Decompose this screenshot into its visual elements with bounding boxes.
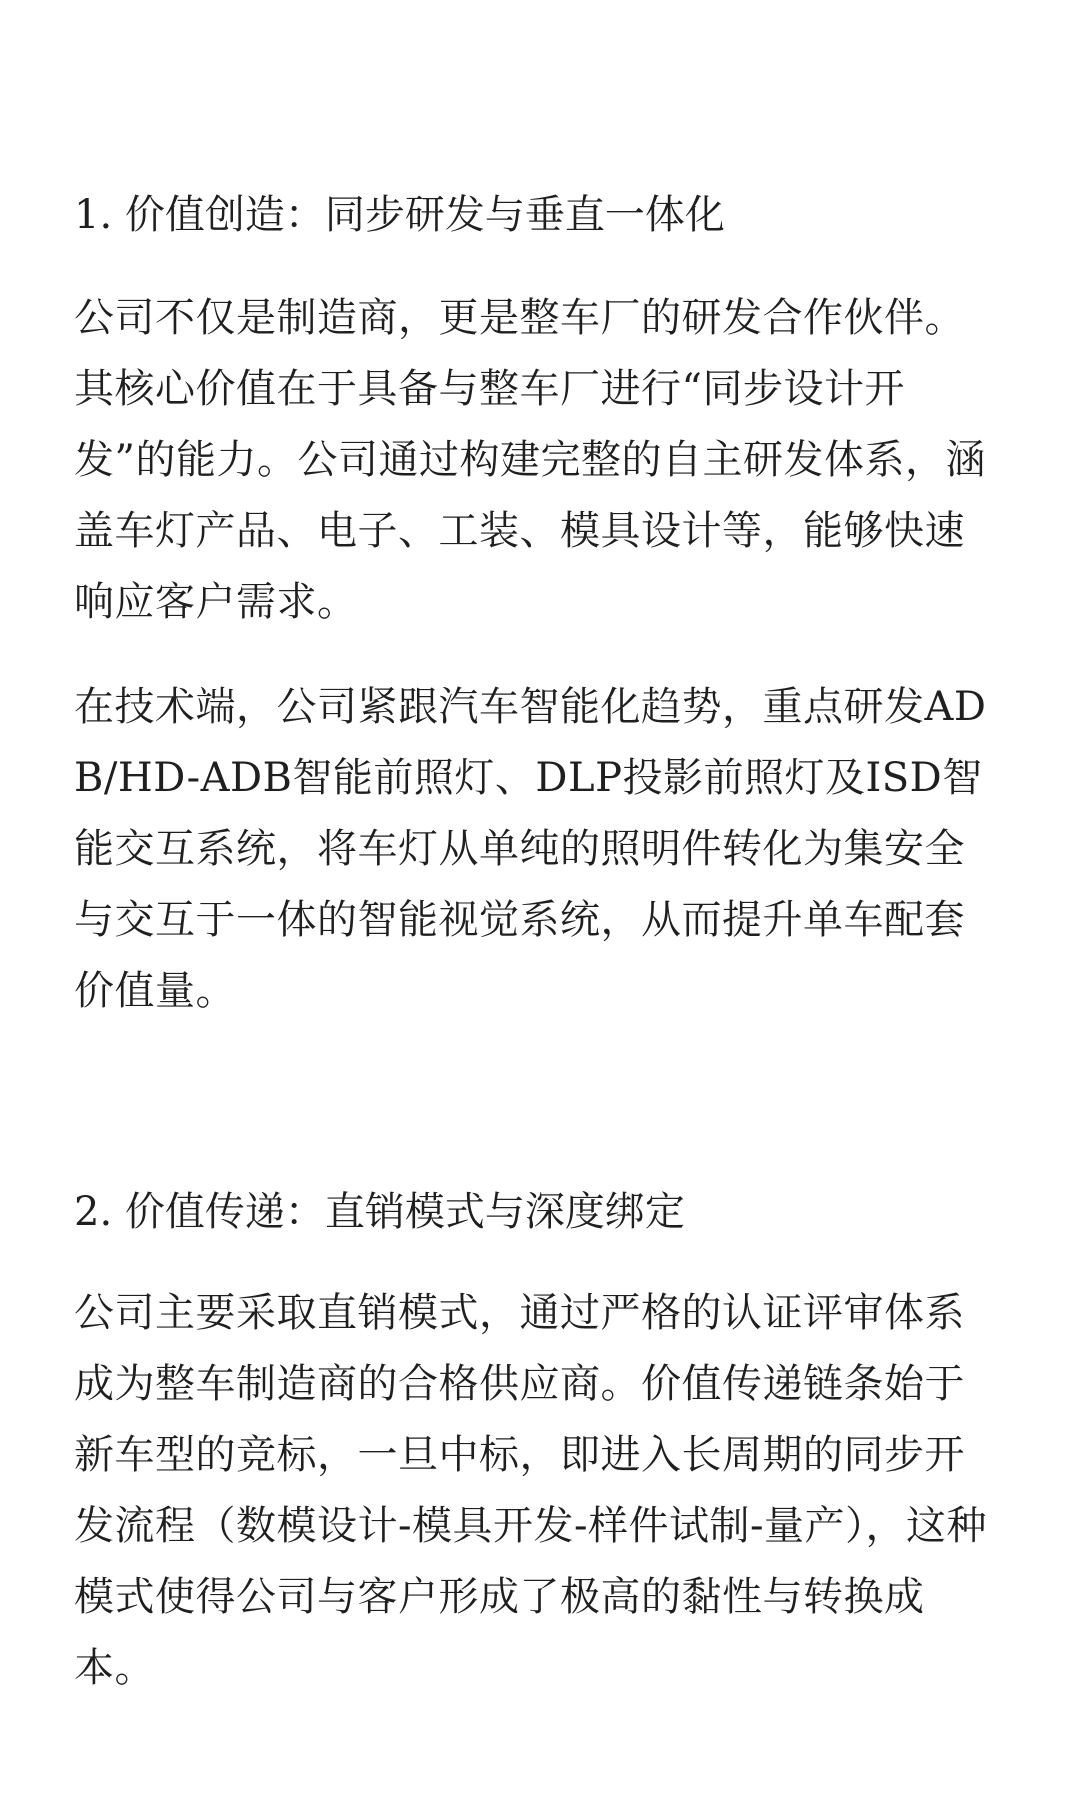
paragraph-technology: 在技术端，公司紧跟汽车智能化趋势，重点研发ADB/HD-ADB智能前照灯、DLP投影前照灯及ISD智能交互系统，将车灯从单纯的照明件转化为集安全与交互于一体的智能视觉系统，从而提升单车配套价值量。 — [74, 684, 987, 1014]
paragraph-rd-partner: 公司不仅是制造商，更是整车厂的研发合作伙伴。其核心价值在于具备与整车厂进行“同步设计开发”的能力。公司通过构建完整的自主研发体系，涵盖车灯产品、电子、工装、模具设计等，能够快速响应客户需求。 — [74, 295, 986, 625]
section-heading-value-creation: 1. 价值创造：同步研发与垂直一体化 — [74, 192, 725, 238]
section-heading-value-delivery: 2. 价值传递：直销模式与深度绑定 — [74, 1189, 685, 1235]
paragraph-direct-sales: 公司主要采取直销模式，通过严格的认证评审体系成为整车制造商的合格供应商。价值传递链条始于新车型的竞标，一旦中标，即进入长周期的同步开发流程（数模设计-模具开发-样件试制-量产），这种模式使得公司与客户形成了极高的黏性与转换成本。 — [74, 1290, 988, 1691]
